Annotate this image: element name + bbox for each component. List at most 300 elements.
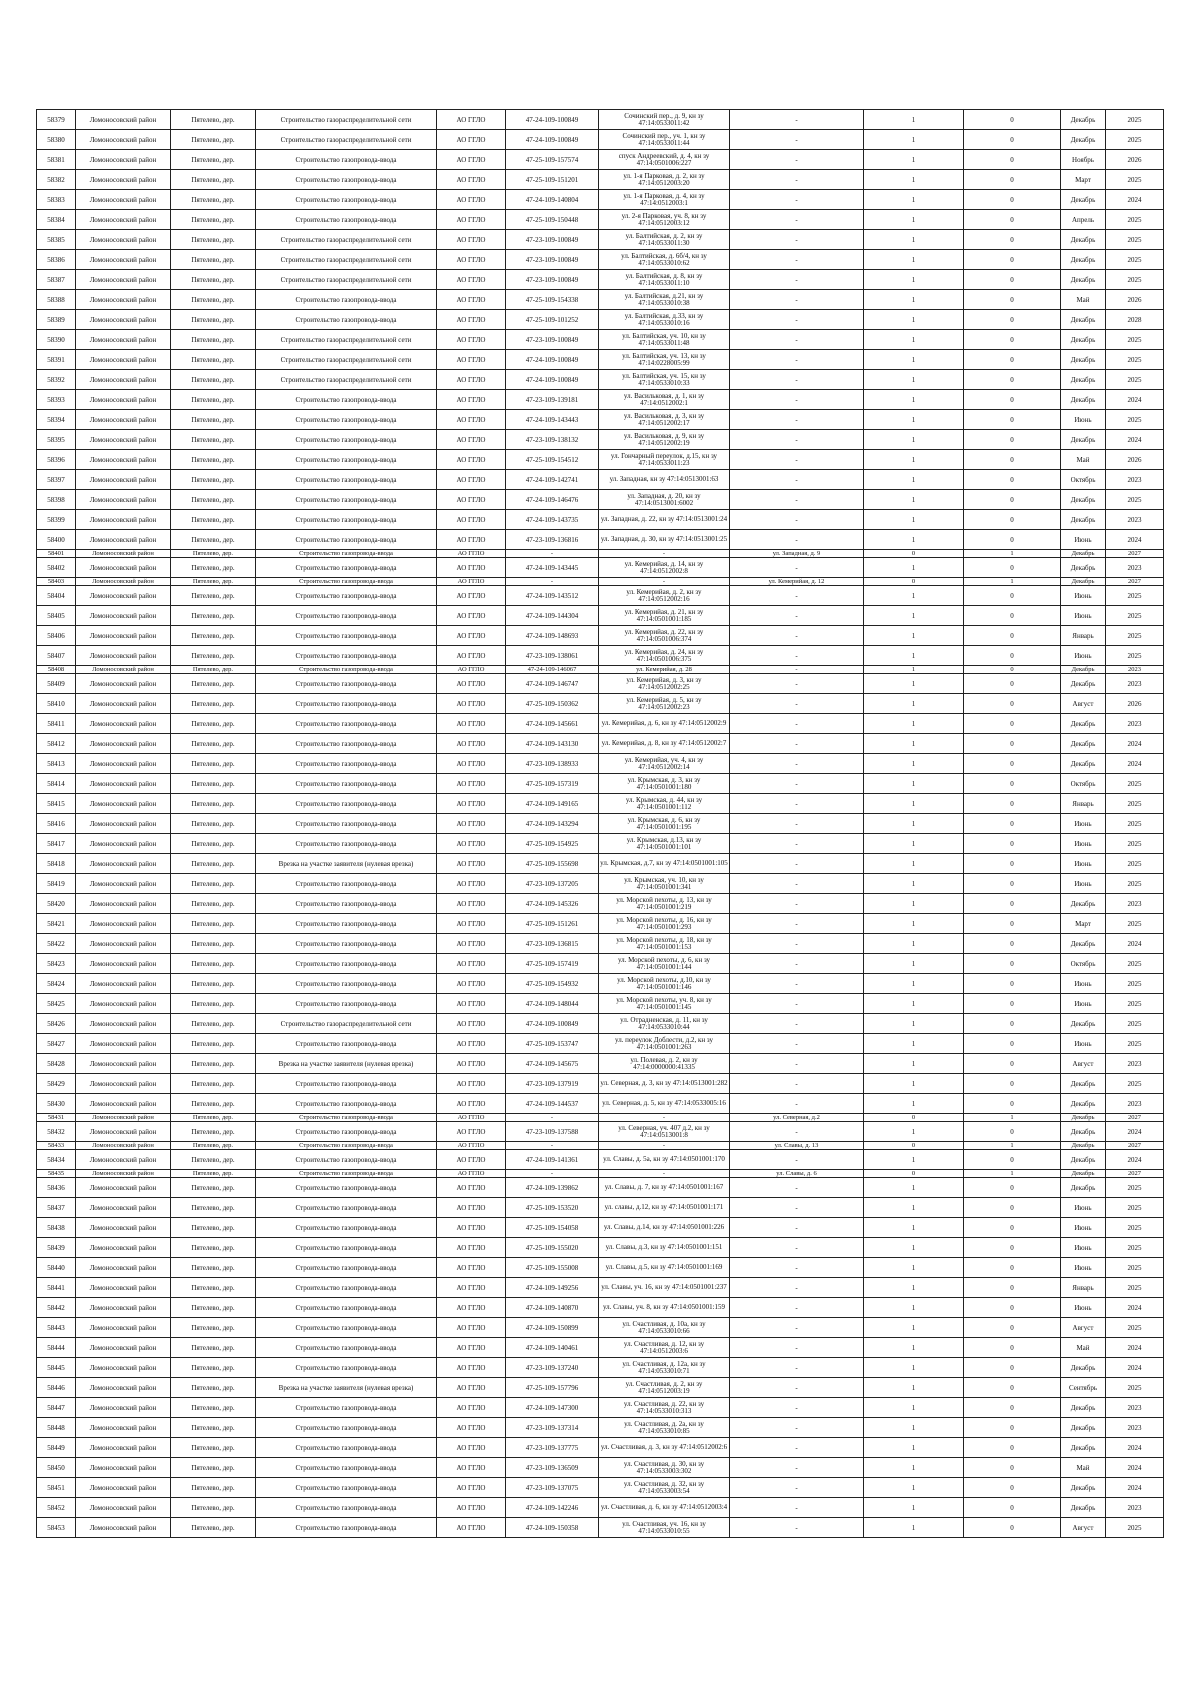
cell-address-cadastral: Сочинский пер., уч. 1, кн зу 47:14:0533011:44 xyxy=(599,130,730,150)
table-row xyxy=(37,110,1164,130)
cell-settlement: Пятелево, дер. xyxy=(171,1238,256,1258)
cell-work-type: Строительство газопровода-ввода xyxy=(256,1198,437,1218)
table-row xyxy=(37,230,1164,250)
cell-count-a: 1 xyxy=(864,190,964,210)
cell-address-cadastral: ул. Счастливая, д. 2, кн зу 47:14:0512003:19 xyxy=(599,1378,730,1398)
cell-year: 2025 xyxy=(1106,1074,1164,1094)
cell-district: Ломоносовский район xyxy=(76,550,171,558)
cell-month: Апрель xyxy=(1061,210,1106,230)
cell-month: Декабрь xyxy=(1061,754,1106,774)
cell-address: - xyxy=(730,510,864,530)
cell-work-type: Строительство газопровода-ввода xyxy=(256,1114,437,1122)
cell-settlement: Пятелево, дер. xyxy=(171,410,256,430)
cell-month: Июнь xyxy=(1061,606,1106,626)
cell-year: 2025 xyxy=(1106,350,1164,370)
cell-row-number: 58394 xyxy=(37,410,76,430)
cell-district: Ломоносовский район xyxy=(76,1418,171,1438)
cell-settlement: Пятелево, дер. xyxy=(171,310,256,330)
cell-settlement: Пятелево, дер. xyxy=(171,110,256,130)
cell-settlement: Пятелево, дер. xyxy=(171,834,256,854)
cell-month: Август xyxy=(1061,1318,1106,1338)
cell-month: Июнь xyxy=(1061,1298,1106,1318)
cell-organization: АО ГГЛО xyxy=(437,530,506,550)
cell-district: Ломоносовский район xyxy=(76,954,171,974)
table-row xyxy=(37,290,1164,310)
cell-address-cadastral: ул. Балтийская, д. 2, кн зу 47:14:0533011:30 xyxy=(599,230,730,250)
cell-count-a: 1 xyxy=(864,170,964,190)
cell-row-number: 58392 xyxy=(37,370,76,390)
cell-work-type: Строительство газопровода-ввода xyxy=(256,1318,437,1338)
table-row xyxy=(37,330,1164,350)
cell-row-number: 58428 xyxy=(37,1054,76,1074)
cell-address: - xyxy=(730,934,864,954)
cell-count-a: 1 xyxy=(864,390,964,410)
cell-address-cadastral: ул. Западная, д. 20, кн зу 47:14:0513001:6002 xyxy=(599,490,730,510)
cell-contract-number: 47-25-109-157319 xyxy=(506,774,599,794)
cell-address: - xyxy=(730,150,864,170)
cell-district: Ломоносовский район xyxy=(76,530,171,550)
cell-organization: АО ГГЛО xyxy=(437,270,506,290)
cell-address-cadastral: ул. Морской пехоты, уч. 8, кн зу 47:14:0501001:145 xyxy=(599,994,730,1014)
cell-work-type: Строительство газопровода-ввода xyxy=(256,674,437,694)
cell-month: Декабрь xyxy=(1061,1498,1106,1518)
cell-address-cadastral: ул. Крымская, д. 3, кн зу 47:14:0501001:180 xyxy=(599,774,730,794)
cell-count-a: 0 xyxy=(864,578,964,586)
cell-address: - xyxy=(730,170,864,190)
cell-year: 2025 xyxy=(1106,834,1164,854)
cell-organization: АО ГГЛО xyxy=(437,130,506,150)
cell-count-a: 1 xyxy=(864,734,964,754)
cell-contract-number: 47-25-109-155698 xyxy=(506,854,599,874)
cell-settlement: Пятелево, дер. xyxy=(171,694,256,714)
cell-work-type: Строительство газопровода-ввода xyxy=(256,510,437,530)
table-row xyxy=(37,1170,1164,1178)
cell-work-type: Строительство газораспределительной сети xyxy=(256,230,437,250)
cell-count-a: 1 xyxy=(864,130,964,150)
cell-district: Ломоносовский район xyxy=(76,1178,171,1198)
cell-row-number: 58451 xyxy=(37,1478,76,1498)
cell-address-cadastral: - xyxy=(599,1170,730,1178)
cell-address: - xyxy=(730,210,864,230)
cell-contract-number: 47-24-109-150358 xyxy=(506,1518,599,1538)
cell-address: - xyxy=(730,874,864,894)
cell-row-number: 58386 xyxy=(37,250,76,270)
table-row xyxy=(37,1418,1164,1438)
cell-count-b: 0 xyxy=(964,430,1061,450)
cell-row-number: 58452 xyxy=(37,1498,76,1518)
cell-count-a: 1 xyxy=(864,1278,964,1298)
cell-district: Ломоносовский район xyxy=(76,1150,171,1170)
cell-address: - xyxy=(730,626,864,646)
cell-row-number: 58437 xyxy=(37,1198,76,1218)
cell-row-number: 58441 xyxy=(37,1278,76,1298)
cell-settlement: Пятелево, дер. xyxy=(171,934,256,954)
cell-address: - xyxy=(730,1518,864,1538)
cell-district: Ломоносовский район xyxy=(76,674,171,694)
cell-address: - xyxy=(730,350,864,370)
cell-district: Ломоносовский район xyxy=(76,1074,171,1094)
cell-address-cadastral: ул. Славы, уч. 8, кн зу 47:14:0501001:159 xyxy=(599,1298,730,1318)
cell-month: Август xyxy=(1061,1054,1106,1074)
cell-settlement: Пятелево, дер. xyxy=(171,1338,256,1358)
cell-work-type: Строительство газопровода-ввода xyxy=(256,734,437,754)
cell-organization: АО ГГЛО xyxy=(437,330,506,350)
cell-row-number: 58402 xyxy=(37,558,76,578)
cell-address: - xyxy=(730,1318,864,1338)
cell-address-cadastral: ул. Балтийская, д. 6б/4, кн зу 47:14:0533010:62 xyxy=(599,250,730,270)
cell-district: Ломоносовский район xyxy=(76,190,171,210)
cell-contract-number: 47-24-109-146067 xyxy=(506,666,599,674)
cell-count-a: 1 xyxy=(864,914,964,934)
cell-count-a: 1 xyxy=(864,854,964,874)
cell-address-cadastral: ул. Гончарный переулок, д.15, кн зу 47:14:0533011:23 xyxy=(599,450,730,470)
cell-year: 2025 xyxy=(1106,1198,1164,1218)
cell-contract-number: 47-25-109-150448 xyxy=(506,210,599,230)
cell-settlement: Пятелево, дер. xyxy=(171,1150,256,1170)
cell-count-a: 1 xyxy=(864,626,964,646)
cell-organization: АО ГГЛО xyxy=(437,490,506,510)
cell-contract-number: 47-23-109-137919 xyxy=(506,1074,599,1094)
cell-settlement: Пятелево, дер. xyxy=(171,994,256,1014)
cell-address: - xyxy=(730,470,864,490)
cell-work-type: Строительство газопровода-ввода xyxy=(256,1122,437,1142)
cell-contract-number: 47-24-109-100849 xyxy=(506,110,599,130)
cell-address: - xyxy=(730,250,864,270)
cell-settlement: Пятелево, дер. xyxy=(171,1094,256,1114)
cell-row-number: 58422 xyxy=(37,934,76,954)
cell-district: Ломоносовский район xyxy=(76,666,171,674)
cell-address: - xyxy=(730,1178,864,1198)
cell-count-a: 1 xyxy=(864,350,964,370)
table-row xyxy=(37,1498,1164,1518)
cell-address-cadastral: ул. Западная, д. 30, кн зу 47:14:0513001:25 xyxy=(599,530,730,550)
cell-settlement: Пятелево, дер. xyxy=(171,250,256,270)
cell-count-b: 0 xyxy=(964,1150,1061,1170)
cell-year: 2026 xyxy=(1106,290,1164,310)
cell-organization: АО ГГЛО xyxy=(437,994,506,1014)
table-row xyxy=(37,1258,1164,1278)
cell-address-cadastral: ул. Крымская, уч. 10, кн зу 47:14:0501001:341 xyxy=(599,874,730,894)
cell-settlement: Пятелево, дер. xyxy=(171,1142,256,1150)
table-row xyxy=(37,794,1164,814)
cell-year: 2024 xyxy=(1106,1298,1164,1318)
cell-row-number: 58450 xyxy=(37,1458,76,1478)
cell-settlement: Пятелево, дер. xyxy=(171,1298,256,1318)
cell-count-b: 0 xyxy=(964,1438,1061,1458)
table-row xyxy=(37,754,1164,774)
cell-address-cadastral: ул. 2-я Парковая, уч. 8, кн зу 47:14:0512003:12 xyxy=(599,210,730,230)
cell-contract-number: 47-24-109-141361 xyxy=(506,1150,599,1170)
cell-work-type: Строительство газораспределительной сети xyxy=(256,110,437,130)
cell-contract-number: 47-23-109-138061 xyxy=(506,646,599,666)
cell-district: Ломоносовский район xyxy=(76,1518,171,1538)
cell-contract-number: 47-23-109-138132 xyxy=(506,430,599,450)
cell-month: Январь xyxy=(1061,1278,1106,1298)
cell-count-b: 0 xyxy=(964,390,1061,410)
cell-settlement: Пятелево, дер. xyxy=(171,450,256,470)
cell-contract-number: 47-24-109-147300 xyxy=(506,1398,599,1418)
cell-address: - xyxy=(730,1398,864,1418)
cell-settlement: Пятелево, дер. xyxy=(171,1458,256,1478)
cell-count-a: 1 xyxy=(864,1122,964,1142)
cell-count-b: 0 xyxy=(964,1358,1061,1378)
cell-organization: АО ГГЛО xyxy=(437,578,506,586)
cell-contract-number: - xyxy=(506,1142,599,1150)
cell-settlement: Пятелево, дер. xyxy=(171,1418,256,1438)
cell-address-cadastral: ул. Балтийская, уч. 15, кн зу 47:14:0533010:33 xyxy=(599,370,730,390)
cell-month: Декабрь xyxy=(1061,490,1106,510)
cell-address: - xyxy=(730,954,864,974)
cell-address: - xyxy=(730,390,864,410)
table-row xyxy=(37,1358,1164,1378)
cell-count-a: 1 xyxy=(864,210,964,230)
cell-count-b: 0 xyxy=(964,814,1061,834)
table-row xyxy=(37,1238,1164,1258)
cell-row-number: 58439 xyxy=(37,1238,76,1258)
cell-organization: АО ГГЛО xyxy=(437,834,506,854)
cell-settlement: Пятелево, дер. xyxy=(171,1198,256,1218)
cell-contract-number: 47-23-109-137588 xyxy=(506,1122,599,1142)
cell-address-cadastral: ул. Крымская, д. 6, кн зу 47:14:0501001:195 xyxy=(599,814,730,834)
cell-work-type: Строительство газопровода-ввода xyxy=(256,1278,437,1298)
cell-settlement: Пятелево, дер. xyxy=(171,1178,256,1198)
cell-month: Декабрь xyxy=(1061,674,1106,694)
cell-contract-number: 47-23-109-100849 xyxy=(506,250,599,270)
cell-settlement: Пятелево, дер. xyxy=(171,674,256,694)
cell-contract-number: 47-23-109-136815 xyxy=(506,934,599,954)
cell-district: Ломоносовский район xyxy=(76,694,171,714)
cell-district: Ломоносовский район xyxy=(76,130,171,150)
cell-contract-number: - xyxy=(506,1114,599,1122)
cell-count-b: 0 xyxy=(964,1238,1061,1258)
cell-district: Ломоносовский район xyxy=(76,754,171,774)
cell-address: - xyxy=(730,410,864,430)
cell-count-b: 1 xyxy=(964,1170,1061,1178)
cell-count-b: 0 xyxy=(964,1074,1061,1094)
cell-address: ул. Славы, д. 13 xyxy=(730,1142,864,1150)
cell-count-a: 1 xyxy=(864,974,964,994)
cell-year: 2027 xyxy=(1106,578,1164,586)
cell-settlement: Пятелево, дер. xyxy=(171,1122,256,1142)
cell-row-number: 58396 xyxy=(37,450,76,470)
cell-count-b: 0 xyxy=(964,1518,1061,1538)
cell-address-cadastral: ул. Счастливая, д. 2а, кн зу 47:14:0533010:85 xyxy=(599,1418,730,1438)
cell-count-b: 0 xyxy=(964,150,1061,170)
cell-contract-number: 47-25-109-153747 xyxy=(506,1034,599,1054)
cell-month: Декабрь xyxy=(1061,510,1106,530)
cell-count-b: 0 xyxy=(964,894,1061,914)
cell-address-cadastral: ул. Полевая, д. 2, кн зу 47:14:0000000:41335 xyxy=(599,1054,730,1074)
cell-count-b: 0 xyxy=(964,646,1061,666)
cell-month: Декабрь xyxy=(1061,1014,1106,1034)
cell-district: Ломоносовский район xyxy=(76,1478,171,1498)
cell-address: - xyxy=(730,714,864,734)
cell-district: Ломоносовский район xyxy=(76,1318,171,1338)
table-row xyxy=(37,666,1164,674)
cell-organization: АО ГГЛО xyxy=(437,390,506,410)
cell-address: - xyxy=(730,774,864,794)
cell-address-cadastral: ул. Счастливая, д. 12, кн зу 47:14:0512003:6 xyxy=(599,1338,730,1358)
table-row xyxy=(37,1218,1164,1238)
cell-contract-number: 47-24-109-145661 xyxy=(506,714,599,734)
cell-count-b: 0 xyxy=(964,1198,1061,1218)
cell-contract-number: 47-23-109-137775 xyxy=(506,1438,599,1458)
cell-organization: АО ГГЛО xyxy=(437,1122,506,1142)
cell-work-type: Строительство газопровода-ввода xyxy=(256,1034,437,1054)
cell-count-a: 1 xyxy=(864,510,964,530)
cell-count-b: 0 xyxy=(964,170,1061,190)
cell-year: 2024 xyxy=(1106,754,1164,774)
cell-count-b: 1 xyxy=(964,578,1061,586)
table-row xyxy=(37,1014,1164,1034)
cell-count-b: 0 xyxy=(964,270,1061,290)
cell-row-number: 58406 xyxy=(37,626,76,646)
cell-district: Ломоносовский район xyxy=(76,510,171,530)
table-row xyxy=(37,1054,1164,1074)
cell-count-a: 1 xyxy=(864,774,964,794)
cell-count-b: 0 xyxy=(964,1258,1061,1278)
cell-month: Июнь xyxy=(1061,834,1106,854)
cell-year: 2025 xyxy=(1106,854,1164,874)
cell-year: 2025 xyxy=(1106,994,1164,1014)
cell-organization: АО ГГЛО xyxy=(437,290,506,310)
cell-settlement: Пятелево, дер. xyxy=(171,390,256,410)
cell-work-type: Строительство газопровода-ввода xyxy=(256,1338,437,1358)
cell-row-number: 58427 xyxy=(37,1034,76,1054)
cell-year: 2026 xyxy=(1106,150,1164,170)
cell-contract-number: 47-24-109-146476 xyxy=(506,490,599,510)
cell-contract-number: 47-23-109-137240 xyxy=(506,1358,599,1378)
cell-work-type: Строительство газопровода-ввода xyxy=(256,430,437,450)
cell-address-cadastral: ул. Балтийская, д. 8, кн зу 47:14:0533011:10 xyxy=(599,270,730,290)
cell-settlement: Пятелево, дер. xyxy=(171,626,256,646)
cell-count-b: 0 xyxy=(964,834,1061,854)
cell-count-a: 1 xyxy=(864,754,964,774)
cell-district: Ломоносовский район xyxy=(76,1034,171,1054)
cell-organization: АО ГГЛО xyxy=(437,470,506,490)
cell-address-cadastral: ул. Славы, д. 7, кн зу 47:14:0501001:167 xyxy=(599,1178,730,1198)
cell-work-type: Строительство газопровода-ввода xyxy=(256,894,437,914)
cell-contract-number: 47-24-109-143294 xyxy=(506,814,599,834)
table-row xyxy=(37,1378,1164,1398)
cell-district: Ломоносовский район xyxy=(76,1338,171,1358)
cell-work-type: Строительство газопровода-ввода xyxy=(256,646,437,666)
cell-address-cadastral: ул. Отрадненская, д. 11, кн зу 47:14:0533010:44 xyxy=(599,1014,730,1034)
cell-month: Октябрь xyxy=(1061,954,1106,974)
cell-organization: АО ГГЛО xyxy=(437,1298,506,1318)
table-row xyxy=(37,510,1164,530)
cell-district: Ломоносовский район xyxy=(76,250,171,270)
cell-work-type: Строительство газораспределительной сети xyxy=(256,270,437,290)
cell-organization: АО ГГЛО xyxy=(437,370,506,390)
cell-row-number: 58414 xyxy=(37,774,76,794)
cell-district: Ломоносовский район xyxy=(76,450,171,470)
cell-work-type: Строительство газопровода-ввода xyxy=(256,450,437,470)
cell-district: Ломоносовский район xyxy=(76,290,171,310)
cell-year: 2024 xyxy=(1106,1338,1164,1358)
cell-district: Ломоносовский район xyxy=(76,714,171,734)
cell-contract-number: 47-24-109-149165 xyxy=(506,794,599,814)
cell-count-b: 0 xyxy=(964,190,1061,210)
cell-month: Июнь xyxy=(1061,1258,1106,1278)
cell-settlement: Пятелево, дер. xyxy=(171,130,256,150)
cell-month: Июнь xyxy=(1061,1034,1106,1054)
table-row xyxy=(37,606,1164,626)
cell-year: 2024 xyxy=(1106,1150,1164,1170)
cell-contract-number: 47-25-109-157419 xyxy=(506,954,599,974)
cell-month: Май xyxy=(1061,450,1106,470)
cell-year: 2027 xyxy=(1106,1170,1164,1178)
cell-row-number: 58381 xyxy=(37,150,76,170)
cell-month: Декабрь xyxy=(1061,1170,1106,1178)
cell-count-a: 1 xyxy=(864,674,964,694)
cell-month: Июнь xyxy=(1061,410,1106,430)
cell-month: Декабрь xyxy=(1061,558,1106,578)
cell-row-number: 58421 xyxy=(37,914,76,934)
cell-count-a: 1 xyxy=(864,558,964,578)
table-row xyxy=(37,934,1164,954)
cell-count-b: 0 xyxy=(964,1178,1061,1198)
cell-work-type: Строительство газопровода-ввода xyxy=(256,586,437,606)
cell-settlement: Пятелево, дер. xyxy=(171,1258,256,1278)
cell-organization: АО ГГЛО xyxy=(437,874,506,894)
cell-row-number: 58444 xyxy=(37,1338,76,1358)
cell-address: - xyxy=(730,530,864,550)
cell-year: 2025 xyxy=(1106,974,1164,994)
cell-work-type: Строительство газопровода-ввода xyxy=(256,994,437,1014)
cell-count-a: 1 xyxy=(864,330,964,350)
cell-year: 2024 xyxy=(1106,1438,1164,1458)
cell-month: Декабрь xyxy=(1061,370,1106,390)
cell-address: - xyxy=(730,1054,864,1074)
cell-settlement: Пятелево, дер. xyxy=(171,330,256,350)
cell-district: Ломоносовский район xyxy=(76,1438,171,1458)
cell-work-type: Строительство газопровода-ввода xyxy=(256,1178,437,1198)
cell-year: 2023 xyxy=(1106,510,1164,530)
cell-organization: АО ГГЛО xyxy=(437,1398,506,1418)
cell-settlement: Пятелево, дер. xyxy=(171,1478,256,1498)
cell-year: 2023 xyxy=(1106,1418,1164,1438)
cell-year: 2025 xyxy=(1106,330,1164,350)
cell-address: - xyxy=(730,1094,864,1114)
table-row xyxy=(37,894,1164,914)
table-row xyxy=(37,1398,1164,1418)
cell-count-b: 0 xyxy=(964,586,1061,606)
cell-row-number: 58409 xyxy=(37,674,76,694)
cell-settlement: Пятелево, дер. xyxy=(171,894,256,914)
table-row xyxy=(37,558,1164,578)
cell-year: 2024 xyxy=(1106,1358,1164,1378)
cell-month: Июнь xyxy=(1061,646,1106,666)
cell-year: 2024 xyxy=(1106,734,1164,754)
cell-work-type: Строительство газопровода-ввода xyxy=(256,530,437,550)
cell-work-type: Врезка на участке заявителя (нулевая врезка) xyxy=(256,1054,437,1074)
cell-organization: АО ГГЛО xyxy=(437,1358,506,1378)
cell-year: 2025 xyxy=(1106,1278,1164,1298)
cell-address-cadastral: ул. Счастливая, д. 22, кн зу 47:14:0533010:313 xyxy=(599,1398,730,1418)
cell-year: 2025 xyxy=(1106,814,1164,834)
cell-contract-number: 47-23-109-137314 xyxy=(506,1418,599,1438)
cell-district: Ломоносовский район xyxy=(76,578,171,586)
cell-work-type: Строительство газопровода-ввода xyxy=(256,410,437,430)
cell-district: Ломоносовский район xyxy=(76,230,171,250)
cell-settlement: Пятелево, дер. xyxy=(171,170,256,190)
cell-count-b: 1 xyxy=(964,550,1061,558)
cell-district: Ломоносовский район xyxy=(76,1198,171,1218)
cell-contract-number: 47-24-109-100849 xyxy=(506,1014,599,1034)
cell-address: - xyxy=(730,190,864,210)
cell-district: Ломоносовский район xyxy=(76,150,171,170)
